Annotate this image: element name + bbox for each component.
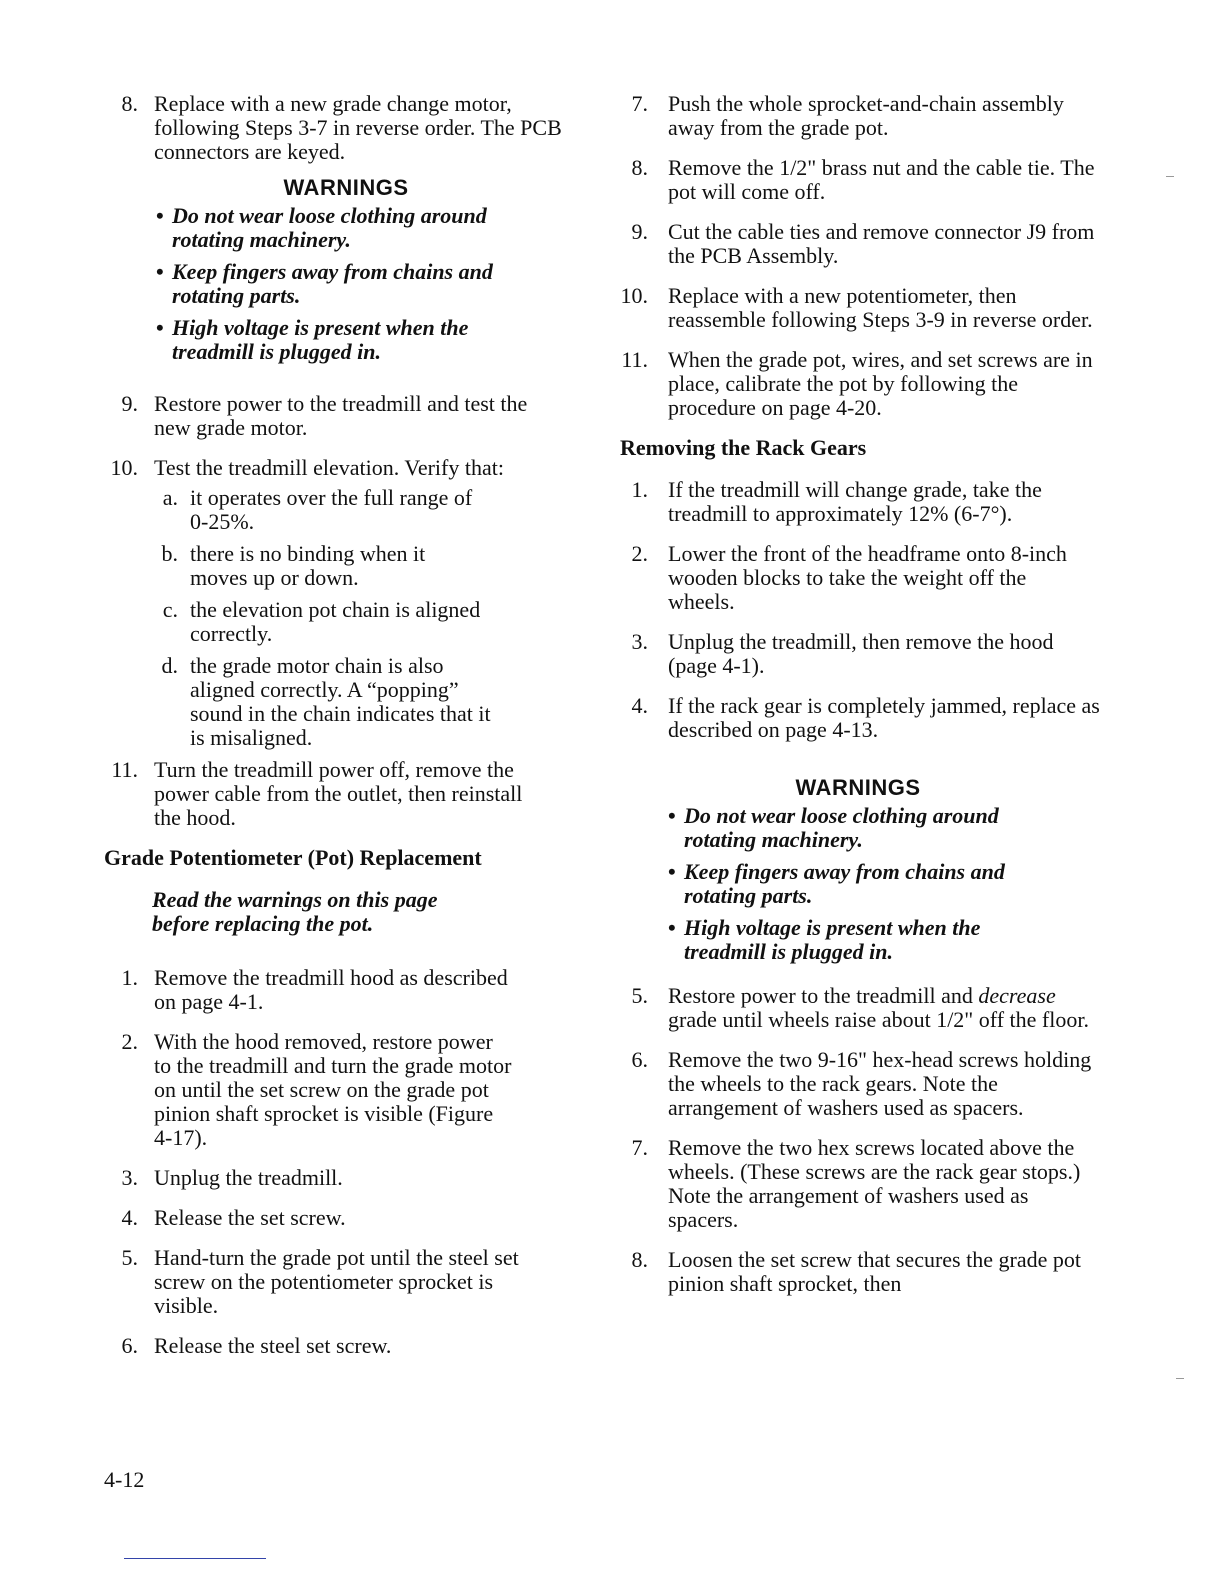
bullet-icon: • [156,203,164,228]
warning-item: • Keep fingers away from chains and rotating parts. [668,859,1005,908]
step-text: Restore power to the treadmill and test the new grade motor. [154,391,528,440]
footer-rule [124,1558,266,1559]
sub-item: c. the elevation pot chain is aligned correctly. [162,597,481,646]
list-item: 1. If the treadmill will change grade, take the treadmill to approximately 12% (6-7°). [631,477,1042,526]
warning-item: • Keep fingers away from chains and rotating parts. [156,259,493,308]
list-item: 3. Unplug the treadmill. [121,1165,343,1190]
pot-steps [104,965,519,1358]
warnings-heading: WARNINGS [795,775,921,800]
warning-item: • High voltage is present when the treadmill is plugged in. [156,315,469,364]
list-item [104,758,534,830]
list-item: 7. Push the whole sprocket-and-chain assembly away from the grade pot. [631,91,1064,140]
list-item [104,92,574,164]
margin-mark [1166,176,1174,177]
list-item: 4. If the rack gear is completely jammed, replace as described on page 4-13. [631,693,1100,742]
warning-item: • High voltage is present when the treadmill is plugged in. [668,915,981,964]
step-text: Turn the treadmill power off, remove the power cable from the outlet, then reinstall the hood. [154,757,523,830]
step-text: Test the treadmill elevation. Verify that: [154,455,504,480]
bullet-icon: • [668,915,676,940]
list-item: 9. Cut the cable ties and remove connector J9 from the PCB Assembly. [631,219,1095,268]
warnings-box [104,176,536,364]
right-column [620,91,1100,1312]
step-number: 9. [121,391,138,416]
margin-mark [1176,1378,1184,1379]
step-number: 11. [111,757,138,782]
bullet-icon: • [156,259,164,284]
list-item: 4. Release the set screw. [121,1205,346,1230]
list-item: 1. Remove the treadmill hood as described on page 4-1. [121,965,508,1014]
step-number: 10. [110,455,138,480]
bullet-icon: • [156,315,164,340]
section-heading: Removing the Rack Gears [620,435,867,460]
list-item: 10. Replace with a new potentiometer, then reassemble following Steps 3-9 in reverse order. [620,283,1093,332]
list-item: 7. Remove the two hex screws located above the wheels. (These screws are the rack gear stops.) Note the arrangement of washers used as spacers. [631,1135,1081,1232]
list-item: 6. Release the steel set screw. [121,1333,392,1358]
warnings-heading: WARNINGS [283,175,409,200]
warning-item: • Do not wear loose clothing around rotating machinery. [156,203,487,252]
list-item [104,456,574,750]
section-heading: Grade Potentiometer (Pot) Replacement [104,845,482,870]
list-item: 2. With the hood removed, restore power to the treadmill and turn the grade motor on until the set screw on the grade pot pinion shaft sprocket is visible (Figure 4-17). [121,1029,512,1150]
list-item: 11. When the grade pot, wires, and set screws are in place, calibrate the pot by following the procedure on page 4-20. [621,347,1093,420]
pot-steps-continued [620,91,1095,420]
bullet-icon: • [668,803,676,828]
list-item [104,392,554,440]
page-number: 4-12 [104,1467,145,1492]
rack-steps [620,477,1100,742]
sub-item: d. the grade motor chain is also aligned correctly. A “popping” sound in the chain indicates that it is misaligned. [161,653,491,750]
list-item: 6. Remove the two 9-16" hex-head screws holding the wheels to the rack gears. Note the arrangement of washers used as spacers. [631,1047,1092,1120]
note: Read the warnings on this page before replacing the pot. [152,887,438,936]
sub-item: b. there is no binding when it moves up or down. [161,541,426,590]
list-item: 8. Remove the 1/2" brass nut and the cable tie. The pot will come off. [631,155,1095,204]
list-item: 3. Unplug the treadmill, then remove the hood (page 4-1). [631,629,1054,678]
warning-item: • Do not wear loose clothing around rotating machinery. [668,803,999,852]
list-item: 5. Restore power to the treadmill and decrease grade until wheels raise about 1/2" off the floor. [631,983,1089,1032]
list-item: 8. Loosen the set screw that secures the grade pot pinion shaft sprocket, then [631,1247,1081,1296]
warnings-box [620,776,1048,964]
bullet-icon: • [668,859,676,884]
list-item: 5. Hand-turn the grade pot until the steel set screw on the potentiometer sprocket is visible. [121,1245,519,1318]
left-column [104,92,574,1374]
step-text: Replace with a new grade change motor, following Steps 3-7 in reverse order. The PCB connectors are keyed. [154,91,562,164]
list-item: 2. Lower the front of the headframe onto 8-inch wooden blocks to take the weight off the wheels. [631,541,1067,614]
step-number: 8. [121,91,138,116]
sub-item: a. it operates over the full range of 0-25%. [162,485,473,534]
